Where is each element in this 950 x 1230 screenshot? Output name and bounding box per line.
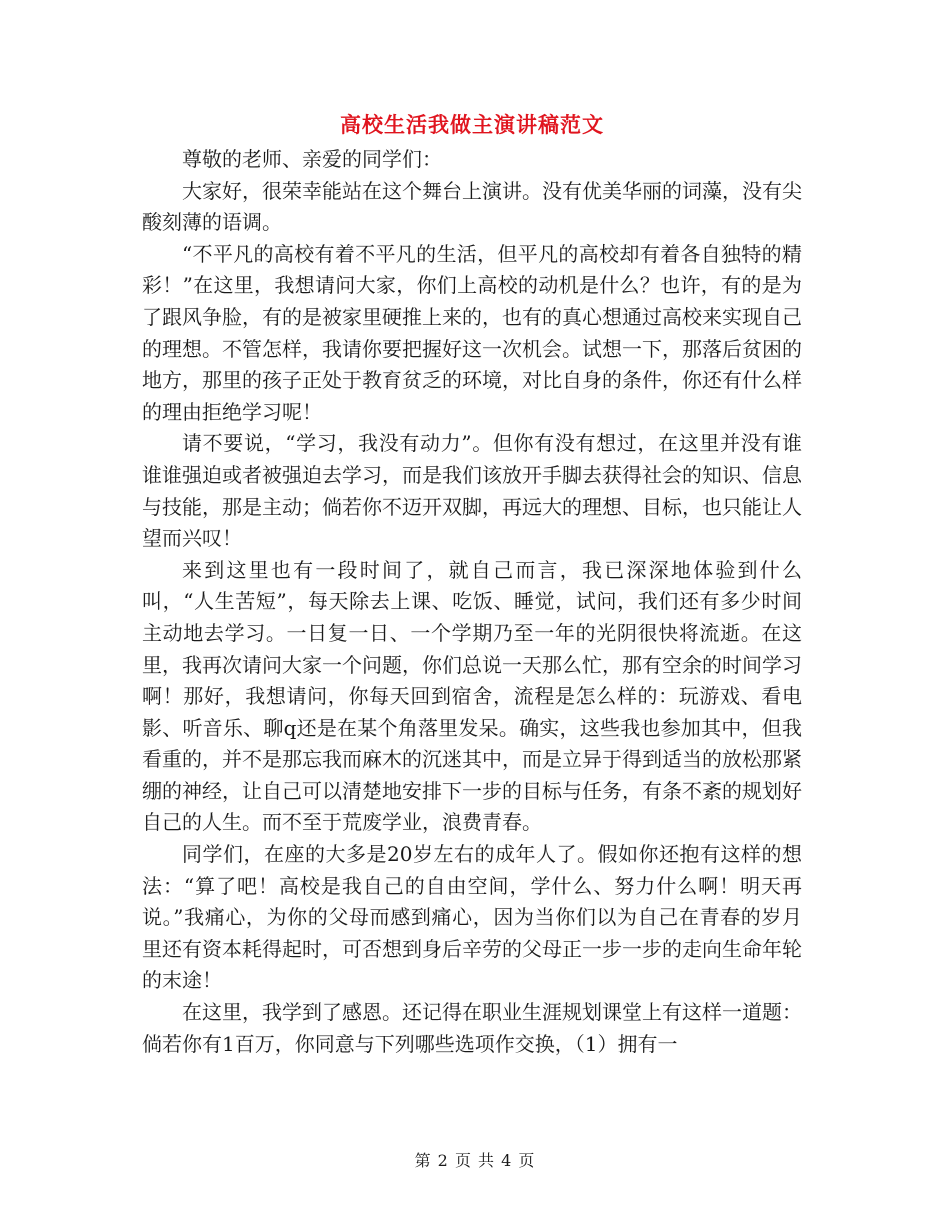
body-paragraph: 同学们，在座的大多是20岁左右的成年人了。假如你还抱有这样的想法：“算了吧！高校是我自己的自由空间，学什么、努力什么啊！明天再说。”我痛心，为你的父母而感到痛心，因为当你们以为自己在青春的岁月里还有资本耗得起时，可否想到身后辛劳的父母正一步一步的走向生命年轮的末途！: [142, 842, 802, 993]
page-number-footer: 第 2 页 共 4 页: [414, 1151, 536, 1170]
document-title: 高校生活我做主演讲稿范文: [340, 112, 604, 137]
body-paragraph: 请不要说，“学习，我没有动力”。但你有没有想过，在这里并没有谁谁谁强迫或者被强迫去学习，而是我们该放开手脚去获得社会的知识、信息与技能，那是主动；倘若你不迈开双脚，再远大的理想、目标，也只能让人望而兴叹！: [142, 431, 802, 551]
body-paragraph: 来到这里也有一段时间了，就自己而言，我已深深地体验到什么叫，“人生苦短”，每天除去上课、吃饭、睡觉，试问，我们还有多少时间主动地去学习。一日复一日、一个学期乃至一年的光阴很快将流逝。在这里，我再次请问大家一个问题，你们总说一天那么忙，那有空余的时间学习啊！那好，我想请问，你每天回到宿舍，流程是怎么样的：玩游戏、看电影、听音乐、聊q还是在某个角落里发呆。确实，这些我也参加其中，但我看重的，并不是那忘我而麻木的沉迷其中，而是立异于得到适当的放松那紧绷的神经，让自己可以清楚地安排下一步的目标与任务，有条不紊的规划好自己的人生。而不至于荒废学业，浪费青春。: [142, 557, 802, 835]
body-paragraph: 在这里，我学到了感恩。还记得在职业生涯规划课堂上有这样一道题：倘若你有1百万，你同意与下列哪些选项作交换，（1）拥有一: [142, 1000, 802, 1056]
body-paragraph: 大家好，很荣幸能站在这个舞台上演讲。没有优美华丽的词藻，没有尖酸刻薄的语调。: [142, 178, 802, 235]
salutation-paragraph: 尊敬的老师、亲爱的同学们：: [182, 147, 442, 171]
body-paragraph: “不平凡的高校有着不平凡的生活，但平凡的高校却有着各自独特的精彩！”在这里，我想请问大家，你们上高校的动机是什么？也许，有的是为了跟风争脸，有的是被家里硬推上来的，也有的真心想通过高校来实现自己的理想。不管怎样，我请你要把握好这一次机会。试想一下，那落后贫困的地方，那里的孩子正处于教育贫乏的环境，对比自身的条件，你还有什么样的理由拒绝学习呢！: [142, 241, 802, 424]
document-page: [142, 108, 802, 1060]
